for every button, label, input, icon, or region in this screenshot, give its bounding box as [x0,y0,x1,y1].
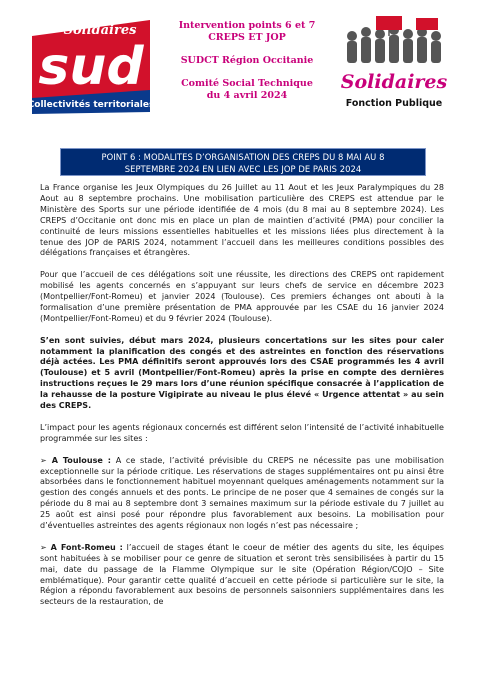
sud-collectivites-logo [28,14,154,116]
crowd-silhouette-icon [347,25,441,63]
sud-logo-bottom-text: Collectivités territoriales [28,100,154,110]
paragraph-concertations: S’en sont suivies, début mars 2024, plusieurs concertations sur les sites pour caler notamment la planification des congés et des astreintes en fonction des réservations déjà actées. Les PMA définitifs seront approuvés lors des CSAE programmés les 4 avril (Toulouse) et 5 avril (Montpellier/Font-Romeu) après la prise en compte des dernières instructions reçues le 29 mars lors d’une réunion spécifique consacrée à l’application de la rehausse de la posture Vigipirate au niveau le plus élevé « Urgence attentat » au sein des CREPS. [40,335,444,411]
font-romeu-text: l’accueil de stages étant le coeur de métier des agents du site, les équipes sont habituées à se mobiliser pour ce genre de situation et seront très sensibilisées à partir du 15 mai, date du passage de la Flamme Olympique sur le site (Opération Région/COJO – Site emblématique). Pour garantir cette qualité d’accueil en cette période si particulière sur le site, la Région a répondu favorablement aux besoins de personnels saisonniers supplémentaires dans les secteurs de la restauration, de [40,542,444,607]
paragraph-impact: L’impact pour les agents régionaux concernés est différent selon l’intensité de l’activité inhabituelle programmée sur les sites : [40,422,444,443]
paragraph-font-romeu [40,543,444,608]
sud-logo-main-text: sud [38,37,144,97]
fp-logo-main-text: Solidaires [340,71,448,93]
paragraph-toulouse [40,456,444,532]
paragraph-intro: La France organise les Jeux Olympiques du 26 Juillet au 11 Aout et les Jeux Paralympiques du 28 Aout au 8 septembre prochains. Une mobilisation particulière des CREPS est attendue par le Ministère des Sports sur une période identifiée de 4 mois (du 8 mai au 8 septembre 2024). Les CREPS d’Occitanie ont donc mis en place un plan de maintien d’activité (PMA) pour concilier la continuité de leurs missions essentielles habituelles et les missions liées plus directement à la tenue des JOP de PARIS 2024, notamment l’accueil dans les meilleures conditions possibles des délégations françaises et étrangères. [40,183,444,258]
font-romeu-label: ➢ A Font-Romeu : [40,542,123,552]
banner-line-1: POINT 6 : MODALITES D’ORGANISATION DES CREPS DU 8 MAI AU 8 [101,152,385,162]
toulouse-label: ➢ A Toulouse : [40,455,111,465]
page-header [0,0,480,142]
title-line-2: CREPS ET JOP [208,32,286,43]
document-body [40,183,444,608]
title-line-5: du 4 avril 2024 [206,90,288,101]
section-banner [60,148,426,176]
toulouse-text: A ce stade, l’activité prévisible du CREPS ne nécessite pas une mobilisation exceptionnelle sur la période critique. Les réservations de stages supplémentaires ont pu ainsi être absorbées dans le fonctionnement habituel moyennant quelques aménagements notamment sur la gestion des congés annuels et des ponts. Le principe de ne poser que 4 semaines de congés sur la période du 8 mai au 8 septembre dont 3 semaines maximum sur la période estivale du 7 juillet au 25 août est ainsi posé pour répondre plus favorablement aux besoins. La mobilisation pour d’éventuelles astreintes des agents régionaux non logés n’est pas nécessaire ; [40,455,444,531]
fp-logo-bottom-text: Fonction Publique [345,98,443,109]
title-line-1: Intervention points 6 et 7 [178,20,316,31]
title-line-4: Comité Social Technique [181,78,313,89]
solidaires-fonction-publique-logo [336,14,452,118]
header-title-block [160,20,334,102]
paragraph-delegations: Pour que l’accueil de ces délégations soit une réussite, les directions des CREPS ont rapidement mobilisé les agents concernés en s’appuyant sur leurs chefs de service en décembre 2023 (Montpellier/Font-Romeu) et janvier 2024 (Toulouse). Ces premiers échanges ont abouti à la formalisation d’une première présentation de PMA approuvée par les CSAE du 16 janvier 2024 (Montpellier/Font-Romeu) et du 9 février 2024 (Toulouse). [40,270,444,323]
title-line-3: SUDCT Région Occitanie [180,55,314,66]
sud-logo-solidaires-text: Solidaires [63,23,137,38]
banner-line-2: SEPTEMBRE 2024 EN LIEN AVEC LES JOP DE PARIS 2024 [124,164,362,174]
